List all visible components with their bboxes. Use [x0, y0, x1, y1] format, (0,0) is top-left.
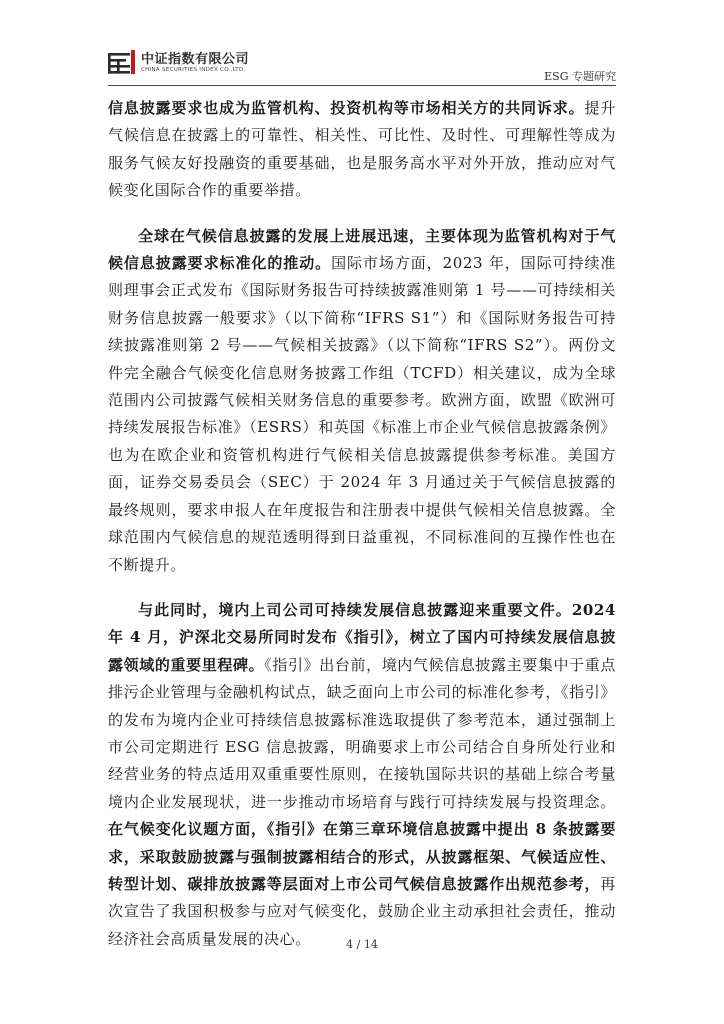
logo-chinese-name: 中证指数有限公司 — [141, 51, 250, 67]
paragraph-3-text-2: 再次宣告了我国积极参与应对气候变化，鼓励企业主动承担社会责任，推动经济社会高质量发展的决心。 — [108, 874, 616, 948]
series-label: ESG 专题研究 — [544, 70, 616, 83]
body-text — [108, 95, 616, 953]
paragraph-3-bold-2: 在气候变化议题方面，《指引》在第三章环境信息披露中提出 8 条披露要求，采取鼓励披露与强制披露相结合的形式，从披露框架、气候适应性、转型计划、碳排放披露等层面对上市公司气候信息披露作出规范参考， — [108, 820, 616, 893]
header-divider — [108, 85, 616, 86]
company-logo — [108, 50, 249, 76]
page-number: 4 / 14 — [346, 938, 378, 951]
paragraph-2 — [108, 223, 616, 579]
paragraph-1 — [108, 95, 616, 205]
paragraph-3-text: 《指引》出台前，境内气候信息披露主要集中于重点排污企业管理与金融机构试点，缺乏面向上市公司的标准化参考，《指引》的发布为境内企业可持续信息披露标准选取提供了参考范本，通过强制上市公司定期进行 ESG 信息披露，明确要求上市公司结合自身所处行业和经营业务的特点适用双重重要性原则，在接轨国际共识的基础上综合考量境内企业发展现状，进一步推动市场培育与践行可持续发展与投资理念。 — [108, 655, 616, 811]
page-header — [108, 48, 616, 88]
csi-logo-icon — [108, 50, 136, 76]
paragraph-2-bold: 全球在气候信息披露的发展上进展迅速，主要体现为监管机构对于气候信息披露要求标准化的推动。 — [108, 226, 616, 273]
paragraph-3-bold: 与此同时，境内上司公司可持续发展信息披露迎来重要文件。2024 年 4 月，沪深北交易所同时发布《指引》，树立了国内可持续发展信息披露领域的重要里程碑。 — [108, 600, 616, 674]
paragraph-2-text: 国际市场方面，2023 年，国际可持续准则理事会正式发布《国际财务报告可持续披露准则第 1 号——可持续相关财务信息披露一般要求》（以下简称“IFRS S1”）和《国际财务报告可持续披露准则第 2 号——气候相关披露》（以下简称“IFRS S2”）。两份文件完全融合气候变化信息财务披露工作组（TCFD）相关建议，成为全球范围内公司披露气候相关财务信息的重要参考。欧洲方面，欧盟《欧洲可持续发展报告标准》（ESRS）和英国《标准上市企业气候信息披露条例》也为在欧企业和资管机构进行气候相关信息披露提供参考标准。美国方面，证券交易委员会（SEC）于 2024 年 3 月通过关于气候信息披露的最终规则，要求申报人在年度报告和注册表中提供气候相关信息披露。全球范围内气候信息的规范透明得到日益重视，不同标准间的互操作性也在不断提升。 — [108, 254, 616, 574]
paragraph-1-bold: 信息披露要求也成为监管机构、投资机构等市场相关方的共同诉求。 — [108, 99, 585, 117]
paragraph-3 — [108, 597, 616, 953]
paragraph-1-text: 提升气候信息在披露上的可靠性、相关性、可比性、及时性、可理解性等成为服务气候友好投融资的重要基础，也是服务高水平对外开放，推动应对气候变化国际合作的重要举措。 — [108, 99, 616, 200]
logo-english-name: CHINA SECURITIES INDEX CO.,LTD. — [141, 66, 246, 73]
